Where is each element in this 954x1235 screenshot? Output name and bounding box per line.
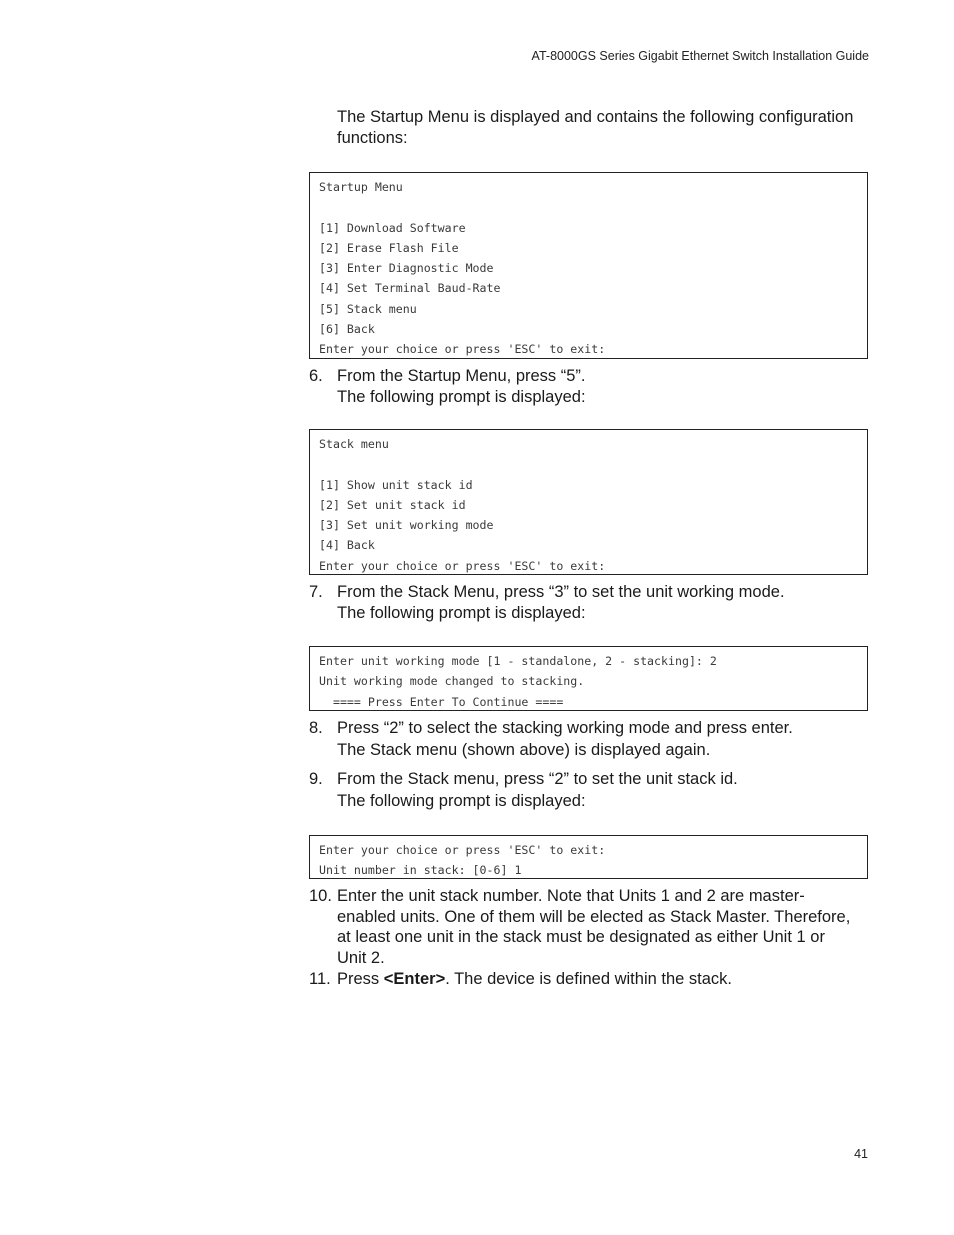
step-subtext: The Stack menu (shown above) is displayed again. <box>337 741 711 759</box>
intro-paragraph: The Startup Menu is displayed and contains the following configuration functions: <box>337 108 854 147</box>
step-text-line: at least one unit in the stack must be designated as either Unit 1 or <box>337 928 825 946</box>
code-line: [3] Enter Diagnostic Mode <box>319 261 494 276</box>
step-number: 7. <box>309 583 323 601</box>
code-line: Unit number in stack: [0-6] 1 <box>319 863 522 878</box>
code-line: [4] Set Terminal Baud-Rate <box>319 281 501 296</box>
step-text <box>337 969 874 990</box>
code-line: Enter your choice or press 'ESC' to exit: <box>319 558 606 573</box>
code-line <box>319 197 858 217</box>
step-6 <box>309 366 874 408</box>
step-10 <box>309 886 874 968</box>
code-line: [3] Set unit working mode <box>319 518 494 533</box>
step-subtext: The following prompt is displayed: <box>337 604 586 622</box>
code-line <box>319 454 858 474</box>
step-text: From the Stack menu, press “2” to set the unit stack id. <box>337 770 738 788</box>
code-line: Unit working mode changed to stacking. <box>319 674 585 689</box>
code-line: [6] Back <box>319 322 375 337</box>
step-text-line: enabled units. One of them will be elected as Stack Master. Therefore, <box>337 907 851 926</box>
step-number: 8. <box>309 719 323 737</box>
code-line: Enter unit working mode [1 - standalone, 2 - stacking]: 2 <box>319 654 717 668</box>
working-mode-box <box>309 646 868 711</box>
stack-id-box <box>309 835 868 879</box>
step-text-line: Unit 2. <box>337 948 385 967</box>
step-text-prefix: Press <box>337 970 384 988</box>
enter-key-label: <Enter> <box>383 970 446 988</box>
step-11 <box>309 969 874 990</box>
code-line: Enter your choice or press 'ESC' to exit: <box>319 342 606 357</box>
code-line: [2] Set unit stack id <box>319 497 466 512</box>
step-text-line: Enter the unit stack number. Note that Units 1 and 2 are master- <box>337 887 805 905</box>
code-line: [1] Download Software <box>319 220 466 235</box>
step-number: 9. <box>309 770 323 788</box>
code-line: Startup Menu <box>319 180 403 194</box>
step-number: 11. <box>309 970 331 988</box>
page-number: 41 <box>854 1147 868 1161</box>
step-subtext: The following prompt is displayed: <box>337 792 586 810</box>
step-number: 10. <box>309 887 332 905</box>
step-8 <box>309 718 874 761</box>
code-line: [4] Back <box>319 538 375 553</box>
running-header: AT-8000GS Series Gigabit Ethernet Switch Installation Guide <box>531 49 869 63</box>
step-9 <box>309 769 874 812</box>
stack-menu-box <box>309 429 868 575</box>
step-text: From the Stack Menu, press “3” to set the unit working mode. <box>337 583 785 601</box>
code-line: Stack menu <box>319 437 389 451</box>
step-number: 6. <box>309 367 323 385</box>
step-text: Press “2” to select the stacking working mode and press enter. <box>337 719 793 737</box>
code-line: [2] Erase Flash File <box>319 240 459 255</box>
step-7 <box>309 582 874 624</box>
step-subtext: The following prompt is displayed: <box>337 388 586 406</box>
code-line: [1] Show unit stack id <box>319 477 473 492</box>
code-line: [5] Stack menu <box>319 301 417 316</box>
startup-menu-box <box>309 172 868 359</box>
code-line: ==== Press Enter To Continue ==== <box>319 694 564 709</box>
step-text-suffix: . The device is defined within the stack. <box>445 970 732 988</box>
code-line: Enter your choice or press 'ESC' to exit: <box>319 843 606 857</box>
step-text: From the Startup Menu, press “5”. <box>337 367 586 385</box>
